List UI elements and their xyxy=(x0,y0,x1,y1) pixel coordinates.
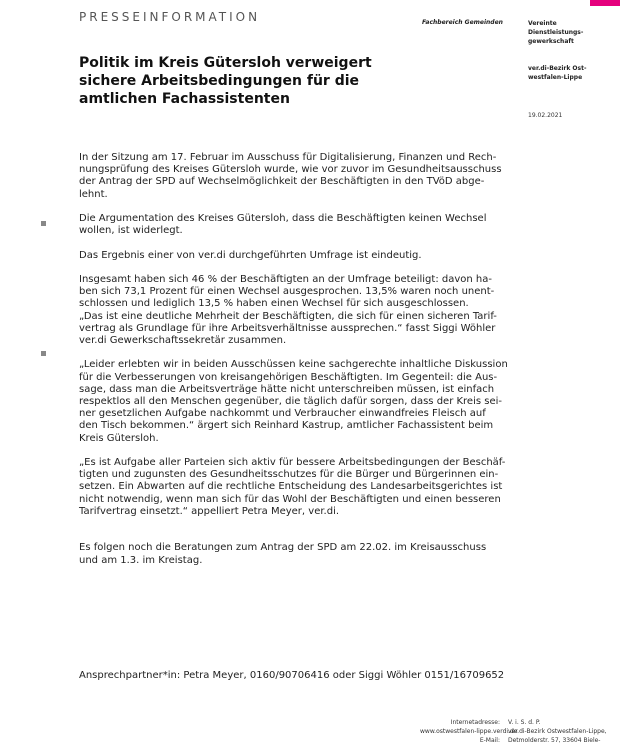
text-line: respektlos all den Menschen gegenüber, die täglich dafür sorgen, dass der Kreis sei- xyxy=(79,396,502,407)
text-line: nungsprüfung des Kreises Gütersloh wurde, wie vor zuvor im Gesundheitsausschuss xyxy=(79,164,502,176)
text-line: und am 1.3. im Kreistag. xyxy=(79,554,203,566)
text-line: setzen. Ein Abwarten auf die rechtliche Entscheidung des Landesarbeitsgerichtes ist xyxy=(79,481,503,493)
paragraph-6 xyxy=(79,457,539,518)
contact-line: Ansprechpartner*in: Petra Meyer, 0160/90706416 oder Siggi Wöhler 0151/16709652 xyxy=(79,670,505,681)
text-line: tigten und zugunsten des Gesundheitsschutzes für die Bürger und Bürgerinnen ein- xyxy=(79,469,499,481)
headline xyxy=(79,54,399,108)
org-line: Vereinte xyxy=(528,20,557,27)
footer-label: Internetadresse: xyxy=(450,719,500,726)
text-line: der Antrag der SPD auf Wechselmöglichkeit der Beschäftigten in den TVöD abge- xyxy=(79,176,485,188)
text-line: Die Argumentation des Kreises Gütersloh, dass die Beschäftigten keinen Wechsel xyxy=(79,213,487,224)
footer-org-line: ver.di-Bezirk Ostwestfalen-Lippe, xyxy=(508,728,607,735)
text-line: Insgesamt haben sich 46 % der Beschäftigten an der Umfrage beteiligt: davon ha- xyxy=(79,273,492,285)
text-line: für die Verbesserungen von kreisangehörigen Beschäftigten. Im Gegenteil: die Aus- xyxy=(79,371,498,383)
footer-contact-info xyxy=(420,718,518,745)
department-label: Fachbereich Gemeinden xyxy=(422,19,503,26)
text-line: lehnt. xyxy=(79,188,108,200)
text-line: wollen, ist widerlegt. xyxy=(79,225,183,237)
body-text xyxy=(79,152,539,579)
org-line: gewerkschaft xyxy=(528,38,574,45)
footer-label: E-Mail: xyxy=(479,737,500,744)
kicker-title: PRESSEINFORMATION xyxy=(79,10,261,24)
headline-line: amtlichen Fachassistenten xyxy=(79,91,290,107)
spacer xyxy=(79,530,539,542)
footer-web-link[interactable]: www.ostwestfalen-lippe.verdi.de xyxy=(420,728,518,735)
headline-line: Politik im Kreis Gütersloh verweigert xyxy=(79,55,372,71)
organization-name xyxy=(528,19,583,46)
text-line: schlossen und lediglich 13,5 % haben einen Wechsel für sich ausgeschlossen. xyxy=(79,298,469,310)
text-line: „Das ist eine deutliche Mehrheit der Beschäftigten, die sich für einen sicheren Tarif- xyxy=(79,310,497,322)
paragraph-5 xyxy=(79,359,539,444)
region-name xyxy=(528,64,586,82)
text-line: „Leider erlebten wir in beiden Ausschüssen keine sachgerechte inhaltliche Diskussion xyxy=(79,359,508,371)
text-line: sage, dass man die Arbeitsverträge hätte nicht unterschreiben müssen, ist einfach xyxy=(79,383,495,395)
text-line: In der Sitzung am 17. Februar im Ausschuss für Digitalisierung, Finanzen und Rech- xyxy=(79,152,497,163)
text-line: ben sich 73,1 Prozent für einen Wechsel ausgesprochen. 13,5% waren noch unent- xyxy=(79,286,495,298)
paragraph-1 xyxy=(79,152,539,201)
margin-mark xyxy=(41,351,46,356)
text-line: vertrag als Grundlage für ihre Arbeitsverhältnisse aussprechen.“ fasst Siggi Wöhler xyxy=(79,322,496,334)
text-line: Das Ergebnis einer von ver.di durchgeführten Umfrage ist eindeutig. xyxy=(79,249,422,261)
headline-line: sichere Arbeitsbedingungen für die xyxy=(79,73,360,89)
text-line: Tarifvertrag einsetzt.“ appelliert Petra Meyer, ver.di. xyxy=(79,505,340,517)
text-line: Es folgen noch die Beratungen zum Antrag der SPD am 22.02. im Kreisausschuss xyxy=(79,542,487,554)
paragraph-2 xyxy=(79,213,539,237)
region-line: ver.di-Bezirk Ost- xyxy=(528,65,587,72)
text-line: ver.di Gewerkschaftssekretär zusammen. xyxy=(79,335,287,346)
verdi-brand-mark xyxy=(590,0,620,6)
release-date: 19.02.2021 xyxy=(528,112,563,119)
paragraph-7 xyxy=(79,542,539,566)
footer-org-line: Detmolderstr. 57, 33604 Biele- xyxy=(508,737,601,744)
text-line: „Es ist Aufgabe aller Parteien sich aktiv für bessere Arbeitsbedingungen der Beschäf- xyxy=(79,457,506,468)
footer-org-line: V. i. S. d. P. xyxy=(508,719,541,726)
text-line: Kreis Gütersloh. xyxy=(79,432,159,444)
text-line: den Tisch bekommen.“ ärgert sich Reinhard Kastrup, amtlicher Fachassistent beim xyxy=(79,420,494,432)
margin-mark xyxy=(41,221,46,226)
text-line: nicht notwendig, wenn man sich für das Wohl der Beschäftigten und einen besseren xyxy=(79,493,501,505)
org-line: Dienstleistungs- xyxy=(528,29,584,36)
region-line: westfalen-Lippe xyxy=(528,74,583,81)
text-line: ner gesetzlichen Aufgabe nachkommt und Verbraucher einwandfreies Fleisch auf xyxy=(79,408,486,420)
paragraph-4 xyxy=(79,274,539,347)
footer-organization xyxy=(508,718,607,745)
paragraph-3 xyxy=(79,250,539,262)
